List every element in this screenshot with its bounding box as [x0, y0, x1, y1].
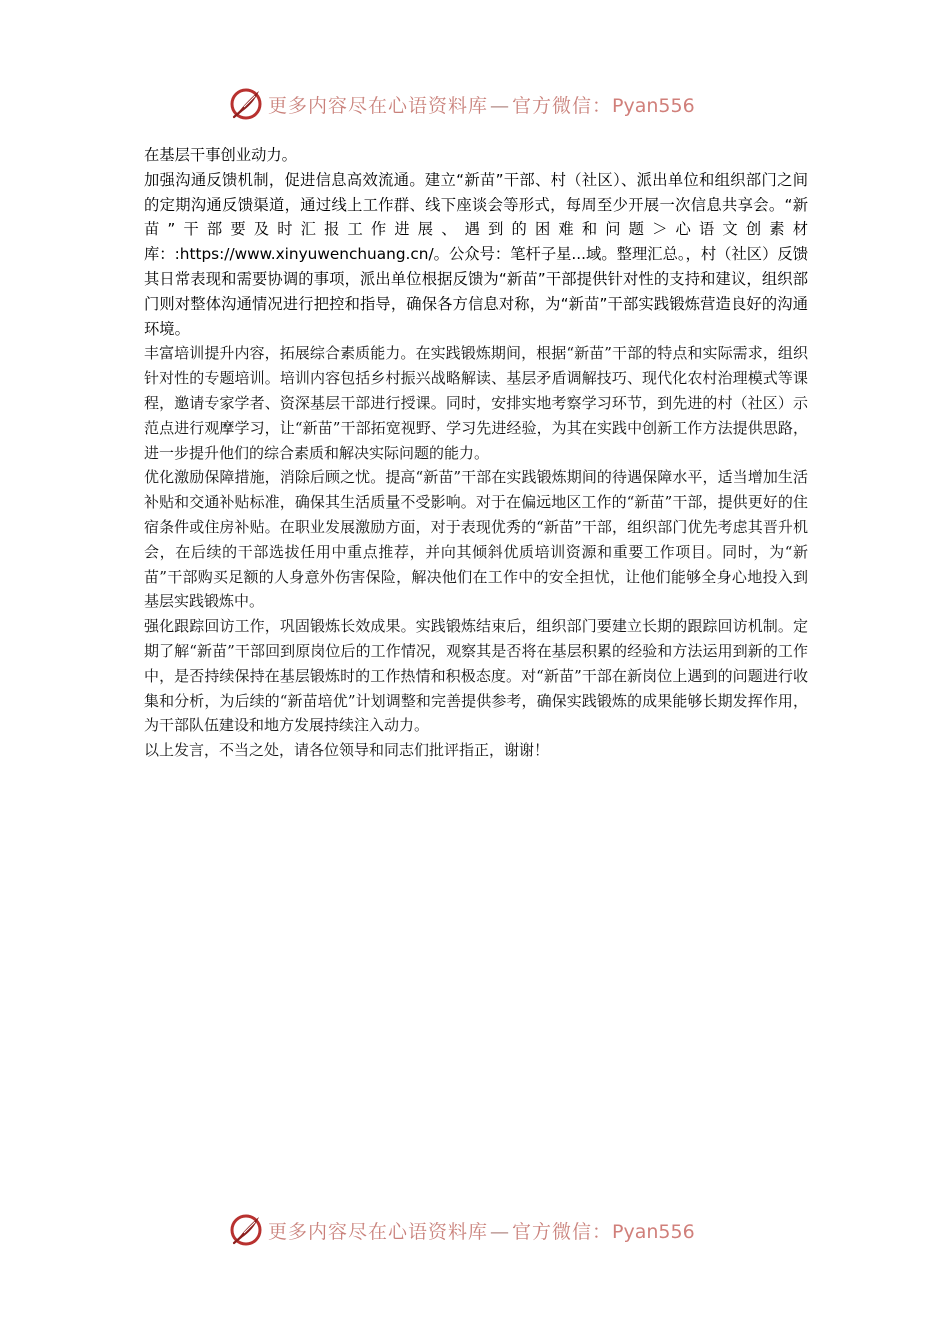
document-body — [144, 143, 808, 763]
banner-wechat-label: 官方微信： — [512, 1220, 613, 1243]
paragraph-communication: 加强沟通反馈机制，促进信息高效流通。建立“新苗”干部、村（社区）、派出单位和组织部门之间的定期沟通反馈渠道，通过线上工作群、线下座谈会等形式，每周至少开展一次信息共享会。“新苗”干部要及时汇报工作进展、遇到的困难和问题＞心语文创素材库：:https://www.xinyuwenchuang.cn/。公众号：笔杆子星...域。整理汇总。，村（社区）反馈其日常表现和需要协调的事项，派出单位根据反馈为“新苗”干部提供针对性的支持和建议，组织部门则对整体沟通情况进行把控和指导，确保各方信息对称，为“新苗”干部实践锻炼营造良好的沟通环境。 — [144, 170, 808, 338]
banner-title: 更多内容尽在心语资料库 — [268, 1220, 489, 1243]
quill-pen-logo-icon — [228, 1212, 264, 1248]
banner-wechat-handle: Pyan556 — [612, 94, 695, 117]
header-banner-text — [268, 91, 695, 118]
paragraph-follow-up: 强化跟踪回访工作，巩固锻炼长效成果。实践锻炼结束后，组织部门要建立长期的跟踪回访机制。定期了解“新苗”干部回到原岗位后的工作情况，观察其是否将在基层积累的经验和方法运用到新的工作中，是否持续保持在基层锻炼时的工作热情和积极态度。对“新苗”干部在新岗位上遇到的问题进行收集和分析，为后续的“新苗培优”计划调整和完善提供参考，确保实践锻炼的成果能够长期发挥作用，为干部队伍建设和地方发展持续注入动力。 — [144, 617, 808, 735]
paragraph-incentives: 优化激励保障措施，消除后顾之忧。提高“新苗”干部在实践锻炼期间的待遇保障水平，适当增加生活补贴和交通补贴标准，确保其生活质量不受影响。对于在偏远地区工作的“新苗”干部，提供更好的住宿条件或住房补贴。在职业发展激励方面，对于表现优秀的“新苗”干部，组织部门优先考虑其晋升机会，在后续的干部选拔任用中重点推荐，并向其倾斜优质培训资源和重要工作项目。同时，为“新苗”干部购买足额的人身意外伤害保险，解决他们在工作中的安全担忧，让他们能够全身心地投入到基层实践锻炼中。 — [144, 468, 808, 611]
banner-dash: — — [490, 1220, 511, 1243]
banner-title: 更多内容尽在心语资料库 — [268, 94, 489, 117]
quill-pen-logo-icon — [228, 86, 264, 122]
footer-banner-text — [268, 1217, 695, 1244]
banner-wechat-handle: Pyan556 — [612, 1220, 695, 1243]
paragraph-continuation: 在基层干事创业动力。 — [144, 146, 297, 164]
paragraph-training: 丰富培训提升内容，拓展综合素质能力。在实践锻炼期间，根据“新苗”干部的特点和实际需求，组织针对性的专题培训。培训内容包括乡村振兴战略解读、基层矛盾调解技巧、现代化农村治理模式等课程，邀请专家学者、资深基层干部进行授课。同时，安排实地考察学习环节，到先进的村（社区）示范点进行观摩学习，让“新苗”干部拓宽视野、学习先进经验，为其在实践中创新工作方法提供思路，进一步提升他们的综合素质和解决实际问题的能力。 — [144, 344, 808, 462]
banner-wechat-label: 官方微信： — [512, 94, 613, 117]
banner-dash: — — [490, 94, 511, 117]
paragraph-closing: 以上发言，不当之处，请各位领导和同志们批评指正，谢谢！ — [144, 741, 550, 760]
header-banner — [228, 86, 748, 122]
footer-banner — [228, 1212, 748, 1248]
